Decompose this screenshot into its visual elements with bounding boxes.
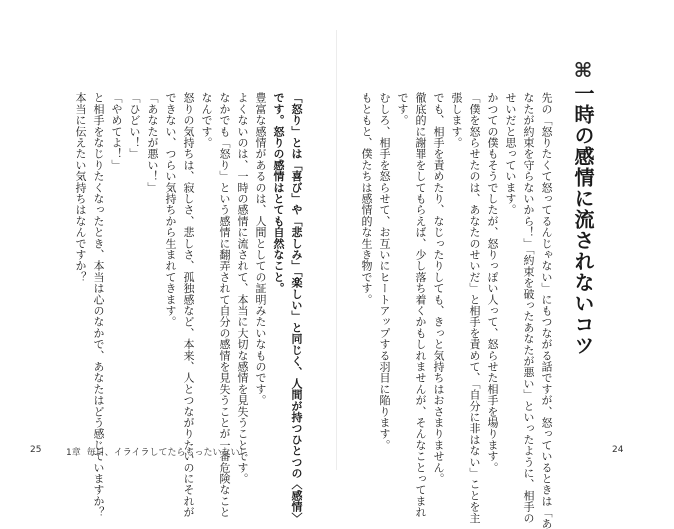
- body-line: でも、相手を責めたり、なじったりしても、きっと気持ちはおさまりません。: [432, 92, 445, 484]
- body-line: むしろ、相手を怒らせて、お互いにヒートアップする羽目に陥ります。: [378, 92, 391, 451]
- section-title: 一時の感情に流されないコツ: [571, 83, 595, 356]
- body-line: 先の「怒りたくて怒ってるんじゃない」にもつながる話ですが、怒っているときは「あ: [540, 92, 553, 529]
- body-line-emphasis: です。怒りの感情はとても自然なこと。: [272, 92, 285, 294]
- chapter-label: 1章: [66, 448, 81, 458]
- body-line: なたが約束を守らないから！」「約束を破ったあなたが悪い」といったように、相手の: [522, 92, 535, 524]
- left-page-number: 25: [30, 445, 42, 455]
- body-line: 張します。: [450, 92, 463, 148]
- body-line: かつての僕もそうでしたが、怒りっぽい人って、怒らせた相手を場ります。: [486, 92, 499, 473]
- running-header: [66, 445, 248, 458]
- body-line: と相手をなじりたくなったとき、本当は心のなかで、あなたはどう感じていますか？: [92, 92, 105, 518]
- body-line: 本当に伝えたい気持ちはなんですか？: [74, 92, 87, 283]
- body-line: 「僕を怒らせたのは、あなたのせいだ」と相手を責めて、「自分に非はない」ことを主: [468, 92, 481, 524]
- right-page-body: [360, 92, 555, 529]
- section-marker-icon: ⌘: [571, 58, 595, 83]
- right-page-number: 24: [612, 445, 624, 455]
- section-heading: [570, 58, 596, 356]
- page-gutter: [336, 30, 337, 470]
- body-line: なかでも「怒り」という感情に翻弄されて自分の感情を見失うことが一番危険なこと: [218, 92, 231, 518]
- body-line: 徹底的に謝罪をしてもらえば、少し落ち着くかもしれませんが、そんなことってまれ: [414, 92, 427, 518]
- body-line: よくないのは、一時の感情に流されて、本当に大切な感情を見失うことです。: [236, 92, 249, 484]
- body-line-emphasis: 「怒り」とは「喜び」や「悲しみ」「楽しい」と同じく、人間が持つひとつの〈感情〉: [290, 92, 303, 524]
- quote-line: 「あなたが悪い！」: [146, 92, 159, 193]
- body-line: できない、つらい気持ちから生まれてきます。: [164, 92, 177, 328]
- body-line: なんです。: [200, 92, 213, 148]
- body-line: もともと、僕たちは感情的な生き物です。: [360, 92, 373, 305]
- quote-line: 「やめてよ！」: [110, 92, 123, 171]
- quote-line: 「ひどい！」: [128, 92, 141, 160]
- body-line: 怒りの気持ちは、寂しさ、悲しさ、孤独感など、本来、人とつながりたいのにそれが: [182, 92, 195, 518]
- body-line: せいだと思っています。: [504, 92, 517, 216]
- body-line: です。: [396, 92, 409, 126]
- body-line: 豊富な感情があるのは、人間としての証明みたいなものです。: [254, 92, 267, 406]
- chapter-title: 毎日、イライラしてたらもったいない！: [86, 448, 249, 458]
